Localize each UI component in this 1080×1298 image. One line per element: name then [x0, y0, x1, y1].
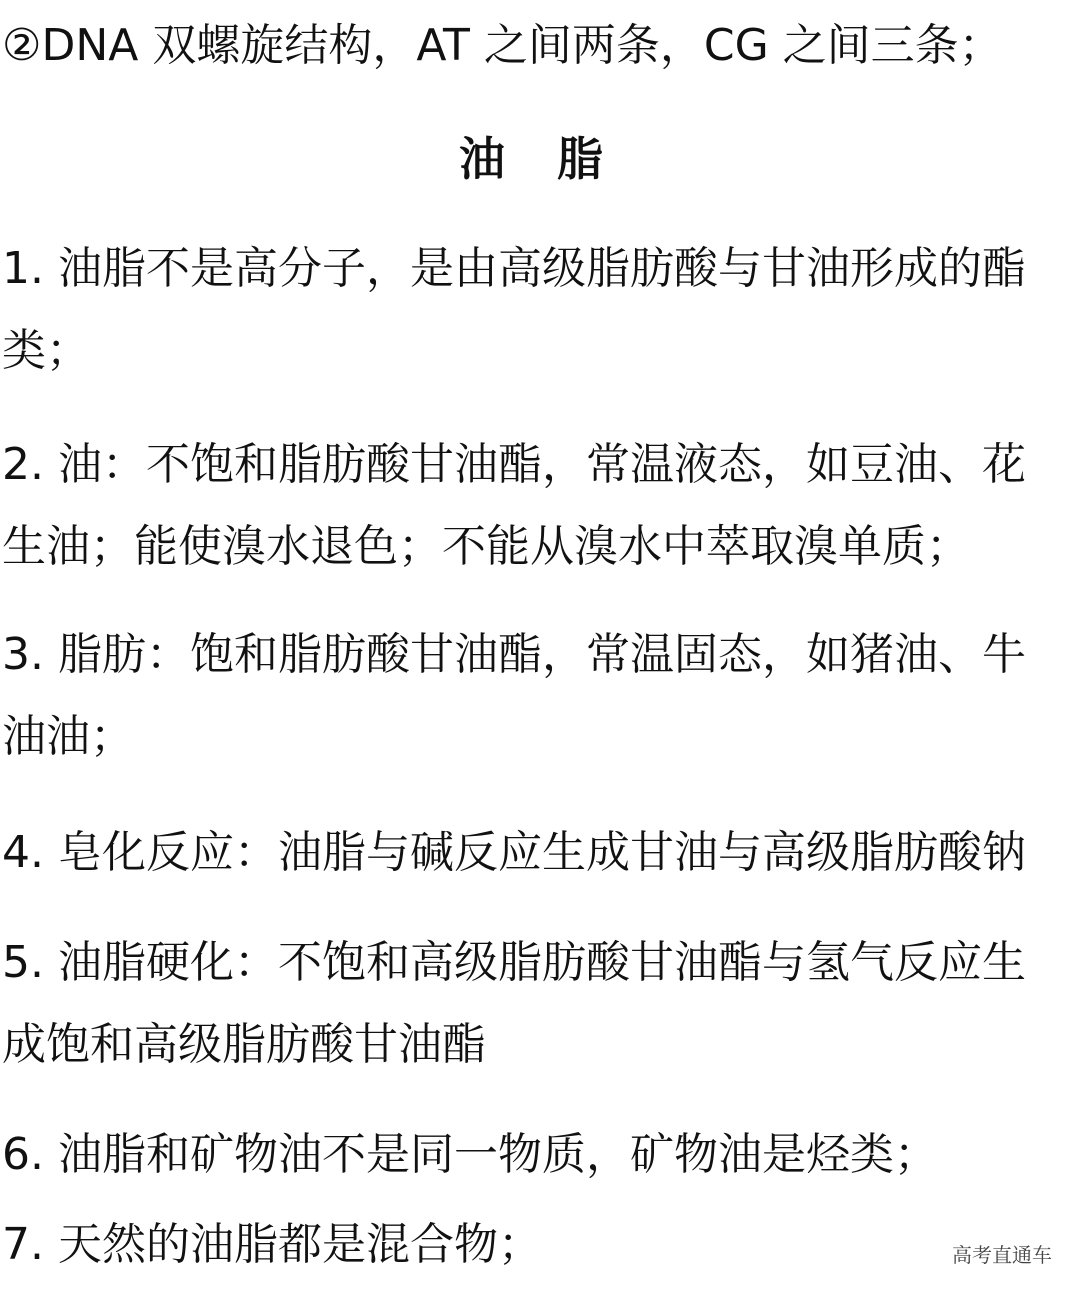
item-1-line-2: 类； [2, 325, 90, 376]
item-3-line-1: 3. 脂肪：饱和脂肪酸甘油酯，常温固态，如猪油、牛 [2, 629, 1026, 680]
item-6-line-1: 6. 油脂和矿物油不是同一物质，矿物油是烃类； [2, 1129, 938, 1180]
item-5-line-2: 成饱和高级脂肪酸甘油酯 [2, 1019, 486, 1070]
item-1-line-1: 1. 油脂不是高分子，是由高级脂肪酸与甘油形成的酯 [2, 243, 1026, 294]
item-5-line-1: 5. 油脂硬化：不饱和高级脂肪酸甘油酯与氢气反应生 [2, 937, 1026, 988]
item-7-line-1: 7. 天然的油脂都是混合物； [2, 1219, 542, 1270]
item-2-line-2: 生油；能使溴水退色；不能从溴水中萃取溴单质； [2, 521, 970, 572]
section-title: 油 脂 [458, 132, 621, 186]
item-3-line-2: 油油； [2, 711, 134, 762]
intro-line: ②DNA 双螺旋结构，AT 之间两条，CG 之间三条； [2, 20, 1003, 71]
watermark-text: 高考直通车 [952, 1243, 1052, 1267]
item-2-line-1: 2. 油：不饱和脂肪酸甘油酯，常温液态，如豆油、花 [2, 439, 1026, 490]
item-4-line-1: 4. 皂化反应：油脂与碱反应生成甘油与高级脂肪酸钠 [2, 827, 1026, 878]
